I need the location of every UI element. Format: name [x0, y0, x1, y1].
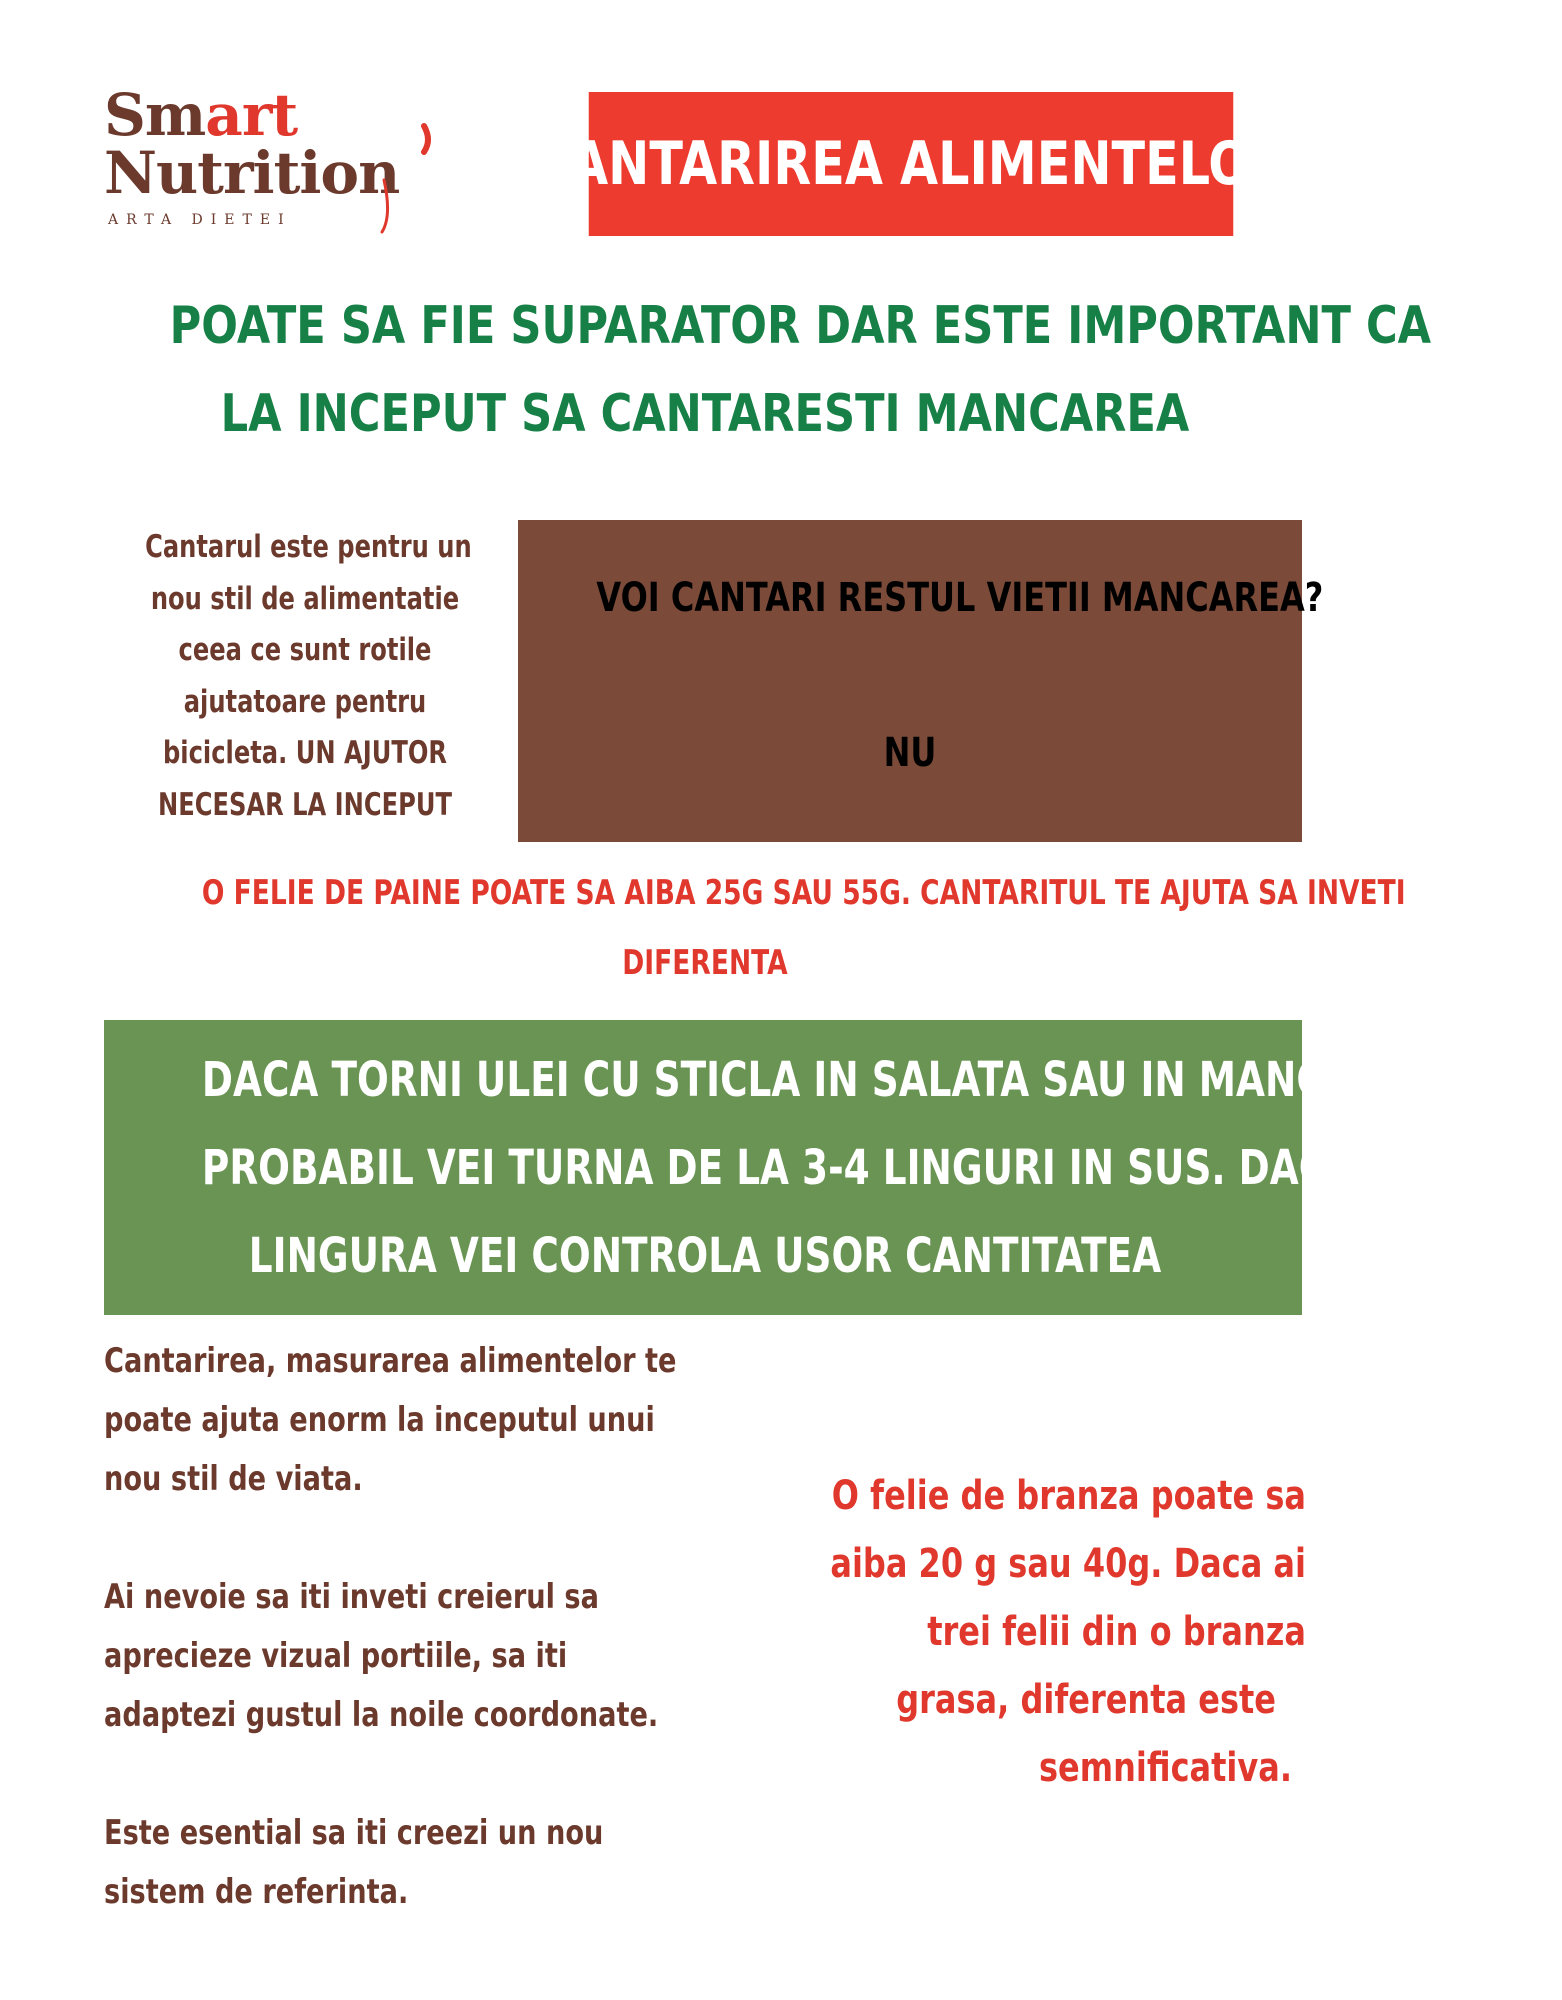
intro-paragraph: [100, 522, 510, 831]
intro-line: bicicleta. UN AJUTOR: [162, 735, 448, 771]
bread-note: [60, 858, 1406, 998]
logo-line-2: Nutrition: [104, 139, 400, 207]
bread-note-line: O FELIE DE PAINE POATE SA AIBA 25G SAU 55G. CANTARITUL TE AJUTA SA INVETI: [201, 873, 1406, 913]
headline: [169, 282, 1432, 458]
question-box: [518, 520, 1324, 842]
logo-line-1: Smart: [104, 81, 298, 149]
paragraph-line: aprecieze vizual portiile, sa iti: [104, 1636, 568, 1676]
paragraph-line: sistem de referinta.: [104, 1872, 409, 1912]
cheese-note-line: grasa, diferenta este: [896, 1677, 1276, 1723]
paragraph-line: adaptezi gustul la noile coordonate.: [104, 1695, 659, 1735]
oil-box-text: [60, 1036, 1562, 1300]
oil-box-line: LINGURA VEI CONTROLA USOR CANTITATEA: [248, 1228, 1162, 1284]
paragraph-line: nou stil de viata.: [104, 1459, 363, 1499]
paragraph-line: Ai nevoie sa iti inveti creierul sa: [104, 1577, 599, 1617]
bread-note-line: DIFERENTA: [622, 943, 788, 983]
weighing-paragraphs: [104, 1332, 804, 1922]
paragraph-line: Cantarirea, masurarea alimentelor te: [104, 1341, 677, 1381]
cheese-note-line: aiba 20 g sau 40g. Daca ai: [830, 1541, 1306, 1587]
cheese-note-line: O felie de branza poate sa: [831, 1473, 1306, 1519]
question-text: VOI CANTARI RESTUL VIETII MANCAREA?: [596, 575, 1324, 621]
headline-line: LA INCEPUT SA CANTARESTI MANCAREA: [220, 384, 1190, 444]
paragraph-line: poate ajuta enorm la inceputul unui: [104, 1400, 655, 1440]
cheese-note: [700, 1462, 1306, 1802]
paragraph-line: Este esential sa iti creezi un nou: [104, 1813, 604, 1853]
page-title: CANTARIREA ALIMENTELOR: [589, 92, 1234, 236]
brand-logo: [104, 81, 454, 236]
cheese-note-line: semnificativa.: [1039, 1745, 1292, 1791]
oil-box-line: DACA TORNI ULEI CU STICLA IN SALATA SAU IN MANCARE: [201, 1052, 1408, 1108]
oil-box-line: PROBABIL VEI TURNA DE LA 3-4 LINGURI IN SUS. DACA IL PUI CU: [201, 1140, 1562, 1196]
answer-text: NU: [883, 730, 937, 776]
intro-line: ajutatoare pentru: [183, 683, 427, 720]
cheese-note-line: trei felii din o branza: [927, 1609, 1306, 1655]
headline-line: POATE SA FIE SUPARATOR DAR ESTE IMPORTANT CA: [169, 296, 1432, 356]
logo-tagline: ARTA DIETEI: [108, 212, 292, 228]
logo-swoosh-icon: [332, 106, 452, 236]
intro-line: NECESAR LA INCEPUT: [157, 786, 453, 823]
intro-line: Cantarul este pentru un: [145, 529, 472, 565]
intro-line: nou stil de alimentatie: [150, 580, 460, 617]
intro-line: ceea ce sunt rotile: [178, 632, 432, 668]
